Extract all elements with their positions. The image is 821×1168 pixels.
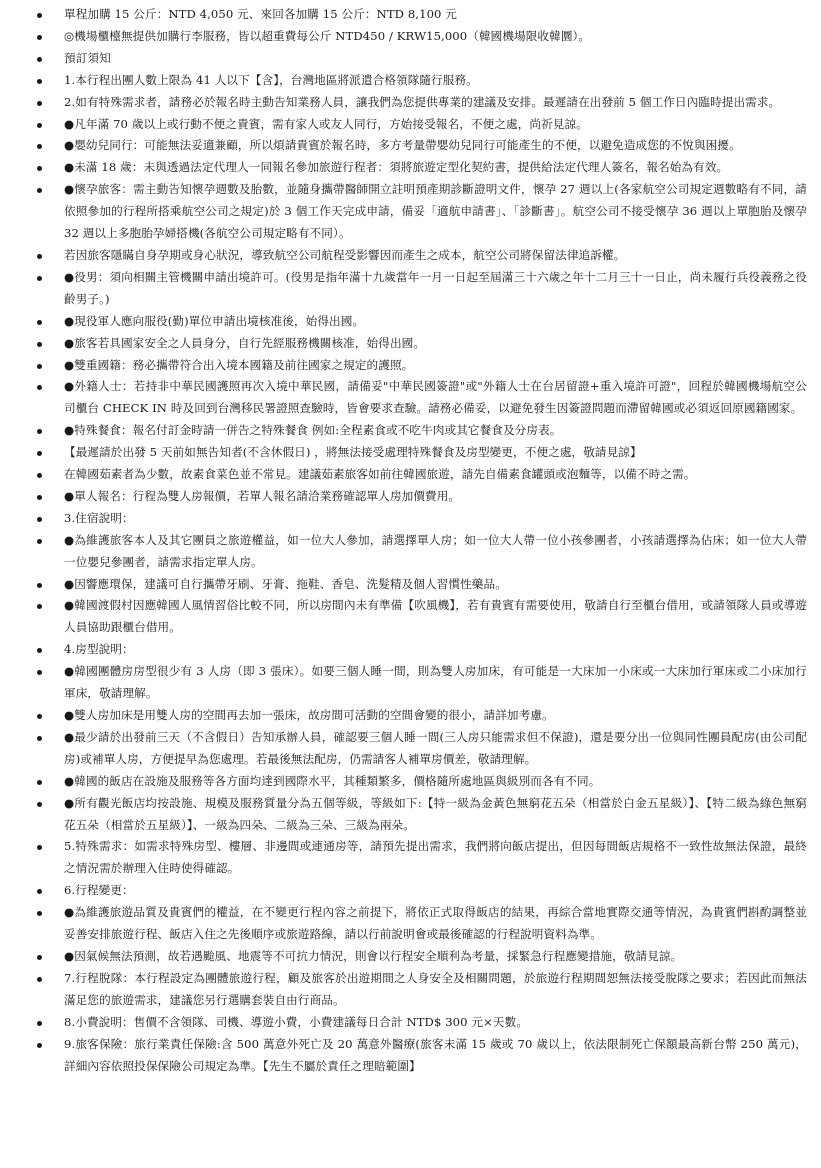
list-item-text: ●最少請於出發前三天（不含假日）告知承辦人員，確認要三個人睡一間(三人房只能需求但不保證)，還是要分出一位與同性團員配房(由公司配房)或補單人房，方便提早為您處理。若最後無法配房，仍需請客人補單房價差，敬請理解。 [64,729,807,766]
list-item-text: ●所有觀光飯店均按設施、規模及服務質量分為五個等級，等級如下:【特一級為金黃色無窮花五朵（相當於白金五星級）】、【特二級為綠色無窮花五朵（相當於五星級）】、一級為四朵、二級為三朵、三級為兩朵。 [64,795,807,832]
bullet-icon [37,648,42,653]
list-item [0,771,807,793]
list-item-text: 5.特殊需求：如需求特殊房型、樓層、非邊間或連通房等，請預先提出需求，我們將向飯店提出，但因每間飯店規格不一致性故無法保證，最終之情況需於辦理入住時使得確認。 [64,839,807,876]
bullet-icon [37,385,42,390]
bullet-icon [37,911,42,916]
bullet-icon [37,254,42,259]
list-item-text: 1.本行程出團人數上限為 41 人以下【含】，台灣地區將派遣合格領隊隨行服務。 [64,72,478,87]
bullet-icon [37,714,42,719]
list-item-text: ●韓國的飯店在設施及服務等各方面均達到國際水平，其種類繁多，價格隨所處地區與級別而各有不同。 [64,773,601,788]
list-item [0,530,807,574]
list-item [0,574,807,596]
list-item-text: 單程加購 15 公斤：NTD 4,050 元、來回各加購 15 公斤：NTD 8,100 元 [64,7,458,21]
list-item-text: ●役男：須向相關主管機關申請出境許可。(役男是指年滿十九歲當年一月一日起至屆滿三十六歲之年十二月三十一日止，尚未履行兵役義務之役齡男子。) [64,269,807,306]
list-item-text: 在韓國茹素者為少數，故素食菜色並不常見。建議茹素旅客如前往韓國旅遊，請先自備素食罐頭或泡麵等，以備不時之需。 [64,467,696,482]
list-item-text: ●未滿 18 歲：未與透過法定代理人一同報名參加旅遊行程者：須將旅遊定型化契約書，提供給法定代理人簽名，報名始為有效。 [64,160,729,175]
list-item-text: ●單人報名：行程為雙人房報價，若單人報名請洽業務確認單人房加價費用。 [64,488,461,503]
list-item [0,442,807,464]
bullet-icon [37,35,42,40]
bullet-icon [37,101,42,106]
list-item [0,946,807,968]
bullet-icon [37,342,42,347]
list-item [0,311,807,333]
bullet-icon [37,802,42,807]
bullet-icon [37,736,42,741]
list-item [0,661,807,705]
list-item-text: ◎機場櫃檯無提供加購行李服務，皆以超重費每公斤 NTD450 / KRW15,000（韓國機場限收韓圜）。 [64,28,591,43]
list-item-text: ●外籍人士：若持非中華民國護照再次入境中華民國，請備妥"中華民國簽證"或"外籍人士在台居留證+重入境許可證"，回程於韓國機場航空公司櫃台 CHECK IN 時及回到台灣移民署證照查驗時，皆會要求查驗。請務必備妥，以避免發生因簽證問題而滯留韓國或必須返回原國籍國家。 [64,379,807,416]
bullet-icon [37,79,42,84]
bullet-icon [37,123,42,128]
list-item [0,1012,807,1034]
list-item [0,114,807,136]
list-item-text: 7.行程脫隊：本行程設定為團體旅遊行程，顧及旅客於出遊期間之人身安全及相關問題，於旅遊行程期間恕無法接受脫隊之要求；若因此而無法滿足您的旅遊需求，建議您另行選購套裝自由行商品。 [64,970,807,1007]
list-item-text: ●懷孕旅客：需主動告知懷孕週數及胎數，並隨身攜帶醫師開立註明預產期診斷證明文件，懷孕 27 週以上(各家航空公司規定週數略有不同，請依照參加的行程所搭乘航空公司之規定)於 3 個工作天完成申請，備妥「適航申請書」、「診斷書」。航空公司不接受懷孕 36 週以上單胞胎及懷孕 32 週以上多胞胎孕婦搭機(各航空公司規定略有不同）。 [64,182,807,241]
list-item-text: 6.行程變更： [64,883,134,898]
list-item-text: ●因氣候無法預測，故若遇颱風、地震等不可抗力情況，則會以行程安全順利為考量，採緊急行程應變措施，敬請見諒。 [64,948,683,963]
list-item-text: 【最遲請於出發 5 天前如無告知者(不含休假日) ，將無法接受處理特殊餐食及房型變更，不便之處，敬請見諒】 [64,445,642,460]
list-item [0,595,807,639]
bullet-icon [37,144,42,149]
list-item-text: ●凡年滿 70 歲以上或行動不便之貴賓，需有家人或友人同行，方始接受報名，不便之處，尚祈見諒。 [64,116,588,131]
list-item [0,267,807,311]
list-item-text: ●嬰幼兒同行：可能無法妥適兼顧，所以煩請貴賓於報名時，多方考量帶嬰幼兒同行可能產生的不便，以避免造成您的不悅與困擾。 [64,138,741,153]
list-item [0,1034,807,1078]
bullet-icon [37,517,42,522]
bullet-icon [37,320,42,325]
bullet-icon [37,845,42,850]
bullet-icon [37,977,42,982]
list-item-text: ●為維護旅遊品質及貴賓們的權益，在不變更行程內容之前提下，將依正式取得飯店的結果，再綜合當地實際交通等情況，為貴賓們斟酌調整並妥善安排旅遊行程、飯店入住之先後順序或旅遊路線，請以行前說明會或最後確認的行程說明資料為準。 [64,905,807,942]
list-item [0,245,807,267]
bullet-icon [37,539,42,544]
list-item-text: ●因響應環保，建議可自行攜帶牙刷、牙膏、拖鞋、香皂、洗髮精及個人習慣性藥品。 [64,576,507,591]
list-item-text: ●雙人房加床是用雙人房的空間再去加一張床，故房間可活動的空間會變的很小，請詳加考慮。 [64,708,554,722]
bullet-icon [37,1043,42,1048]
list-item-text: 預訂須知 [64,50,111,65]
list-item [0,355,807,377]
list-item-text: ●韓國團體房房型很少有 3 人房（即 3 張床）。如要三個人睡一間，則為雙人房加床，有可能是一大床加一小床或一大床加行軍床或二小床加行軍床，敬請理解。 [64,664,807,701]
list-item-text: ●特殊餐食：報名付訂金時請一併告之特殊餐食 例如:全程素食或不吃牛肉或其它餐食及分房表。 [64,423,562,438]
list-item [0,92,807,114]
list-item-text: 3.住宿說明： [64,510,134,525]
bullet-icon [37,670,42,675]
list-item [0,486,807,508]
list-item [0,70,807,92]
bullet-icon [37,429,42,434]
list-item-text: 9.旅客保險：旅行業責任保險:含 500 萬意外死亡及 20 萬意外醫療(旅客未滿 15 歲或 70 歲以上，依法限制死亡保額最高新台幣 250 萬元)，詳細內容依照投保保險公司規定為準。【先生不屬於責任之理賠範圍】 [64,1036,807,1073]
list-item-text: ●為維護旅客本人及其它團員之旅遊權益，如一位大人參加，請選擇單人房；如一位大人帶一位小孩參團者，小孩請選擇為佔床；如一位大人帶一位嬰兒參團者，請需求指定單人房。 [64,532,807,569]
list-item-text: ●韓國渡假村因應韓國人風情習俗比較不同，所以房間內未有準備【吹風機】，若有貴賓有需要使用，敬請自行至櫃台借用，或請領隊人員或導遊人員協助跟櫃台借用。 [64,598,807,635]
list-item-text: ●雙重國籍：務必攜帶符合出入境本國籍及前往國家之規定的護照。 [64,357,414,372]
list-item [0,135,807,157]
bullet-icon [37,166,42,171]
list-item-text: 8.小費說明：售價不含領隊、司機、導遊小費，小費建議每日合計 NTD$ 300 元×天數。 [64,1014,529,1029]
list-item [0,179,807,245]
list-item [0,48,807,70]
bullet-icon [37,473,42,478]
list-item-text: 4.房型說明： [64,642,134,657]
bullet-icon [37,13,42,18]
list-item [0,26,807,48]
list-item [0,333,807,355]
bullet-icon [37,780,42,785]
list-item [0,420,807,442]
list-item [0,4,807,26]
list-item [0,968,807,1012]
list-item [0,880,807,902]
bullet-icon [37,583,42,588]
list-item [0,902,807,946]
bullet-icon [37,889,42,894]
bullet-icon [37,495,42,500]
bullet-icon [37,188,42,193]
list-item-text: 若因旅客隱瞞自身孕期或身心狀況，導致航空公司航程受影響因而產生之成本，航空公司將保留法律追訴權。 [64,247,626,262]
bullet-icon [37,1021,42,1026]
list-item [0,705,807,727]
bullet-icon [37,604,42,609]
bullet-icon [37,955,42,960]
list-item [0,508,807,530]
bullet-icon [37,57,42,62]
bullet-icon [37,276,42,281]
list-item [0,836,807,880]
list-item-text: 2.如有特殊需求者，請務必於報名時主動告知業務人員，讓我們為您提供專業的建議及安排。最遲請在出發前 5 個工作日內臨時提出需求。 [64,94,781,109]
list-item [0,464,807,486]
list-item [0,727,807,771]
list-item [0,376,807,420]
list-item [0,793,807,837]
list-item [0,639,807,661]
list-item-text: ●旅客若具國家安全之人員身分，自行先經服務機關核准，始得出國。 [64,335,426,350]
list-item [0,157,807,179]
list-item-text: ●現役軍人應向服役(勤)單位申請出境核准後，始得出國。 [64,313,365,328]
bullet-icon [37,364,42,369]
bullet-icon [37,451,42,456]
